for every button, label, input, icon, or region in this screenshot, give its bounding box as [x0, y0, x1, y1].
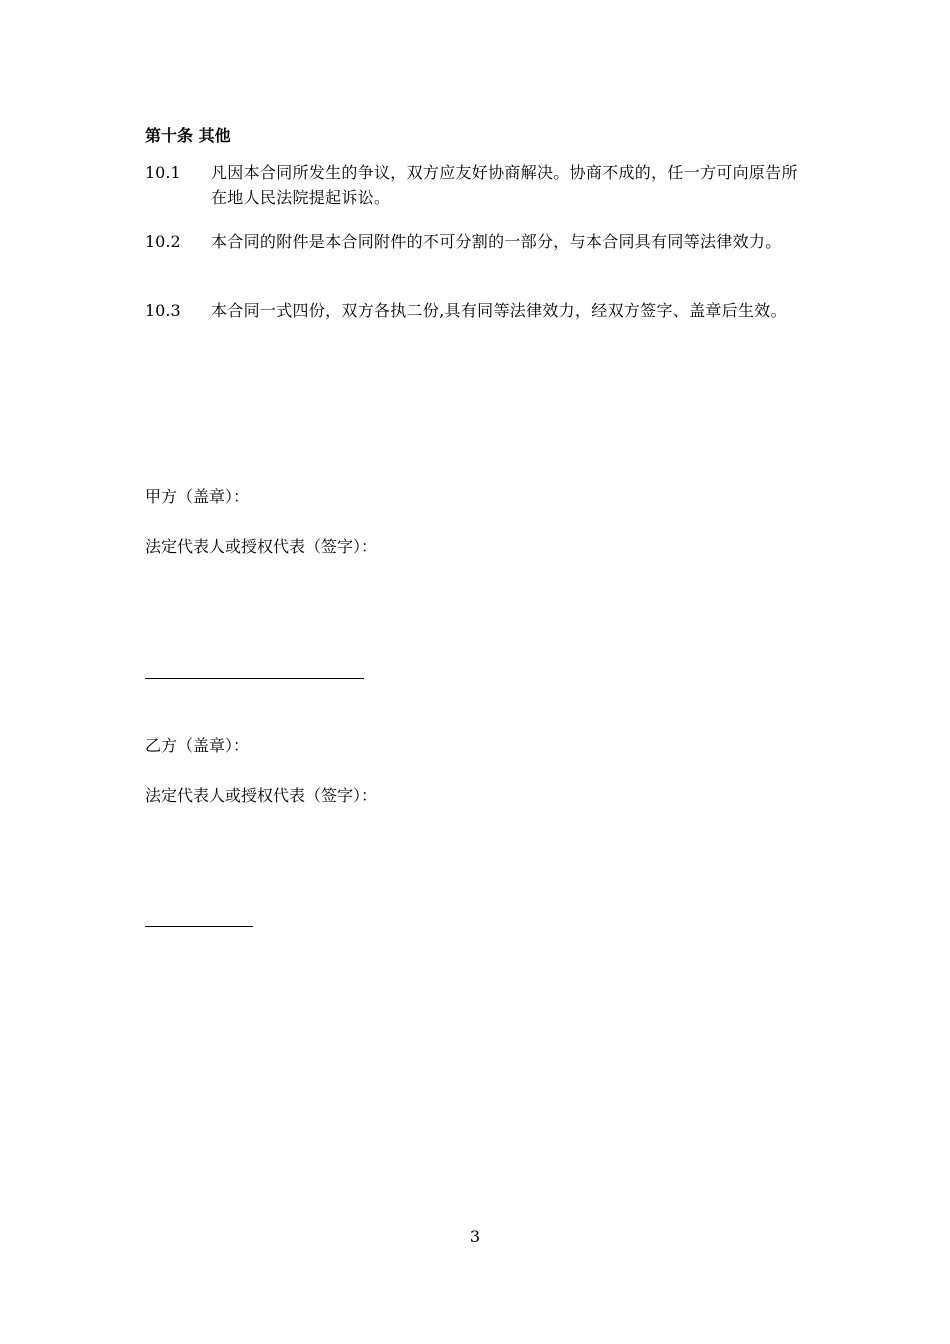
party-b-seal-label: 乙方（盖章）：	[145, 736, 250, 755]
clause-10-1	[145, 160, 810, 210]
section-heading: 第十条 其他	[145, 126, 231, 145]
party-a-seal-label: 甲方（盖章）：	[145, 487, 250, 506]
clause-number: 10.3	[145, 301, 181, 320]
page-number: 3	[469, 1227, 481, 1246]
party-a-signature-line	[145, 678, 364, 679]
clause-number: 10.1	[145, 163, 181, 182]
party-b-representative-label: 法定代表人或授权代表（签字）：	[145, 786, 378, 805]
clause-number: 10.2	[145, 232, 181, 251]
party-a-representative-label: 法定代表人或授权代表（签字）：	[145, 537, 378, 556]
clause-text: 本合同一式四份，双方各执二份,具有同等法律效力，经双方签字、盖章后生效。	[211, 301, 787, 320]
party-b-signature-line	[145, 926, 253, 927]
clause-text: 本合同的附件是本合同附件的不可分割的一部分，与本合同具有同等法律效力。	[211, 232, 782, 251]
clause-10-3	[145, 298, 810, 323]
clause-text: 凡因本合同所发生的争议，双方应友好协商解决。协商不成的，任一方可向原告所在地人民法院提起诉讼。	[211, 163, 798, 207]
clause-10-2	[145, 229, 810, 254]
